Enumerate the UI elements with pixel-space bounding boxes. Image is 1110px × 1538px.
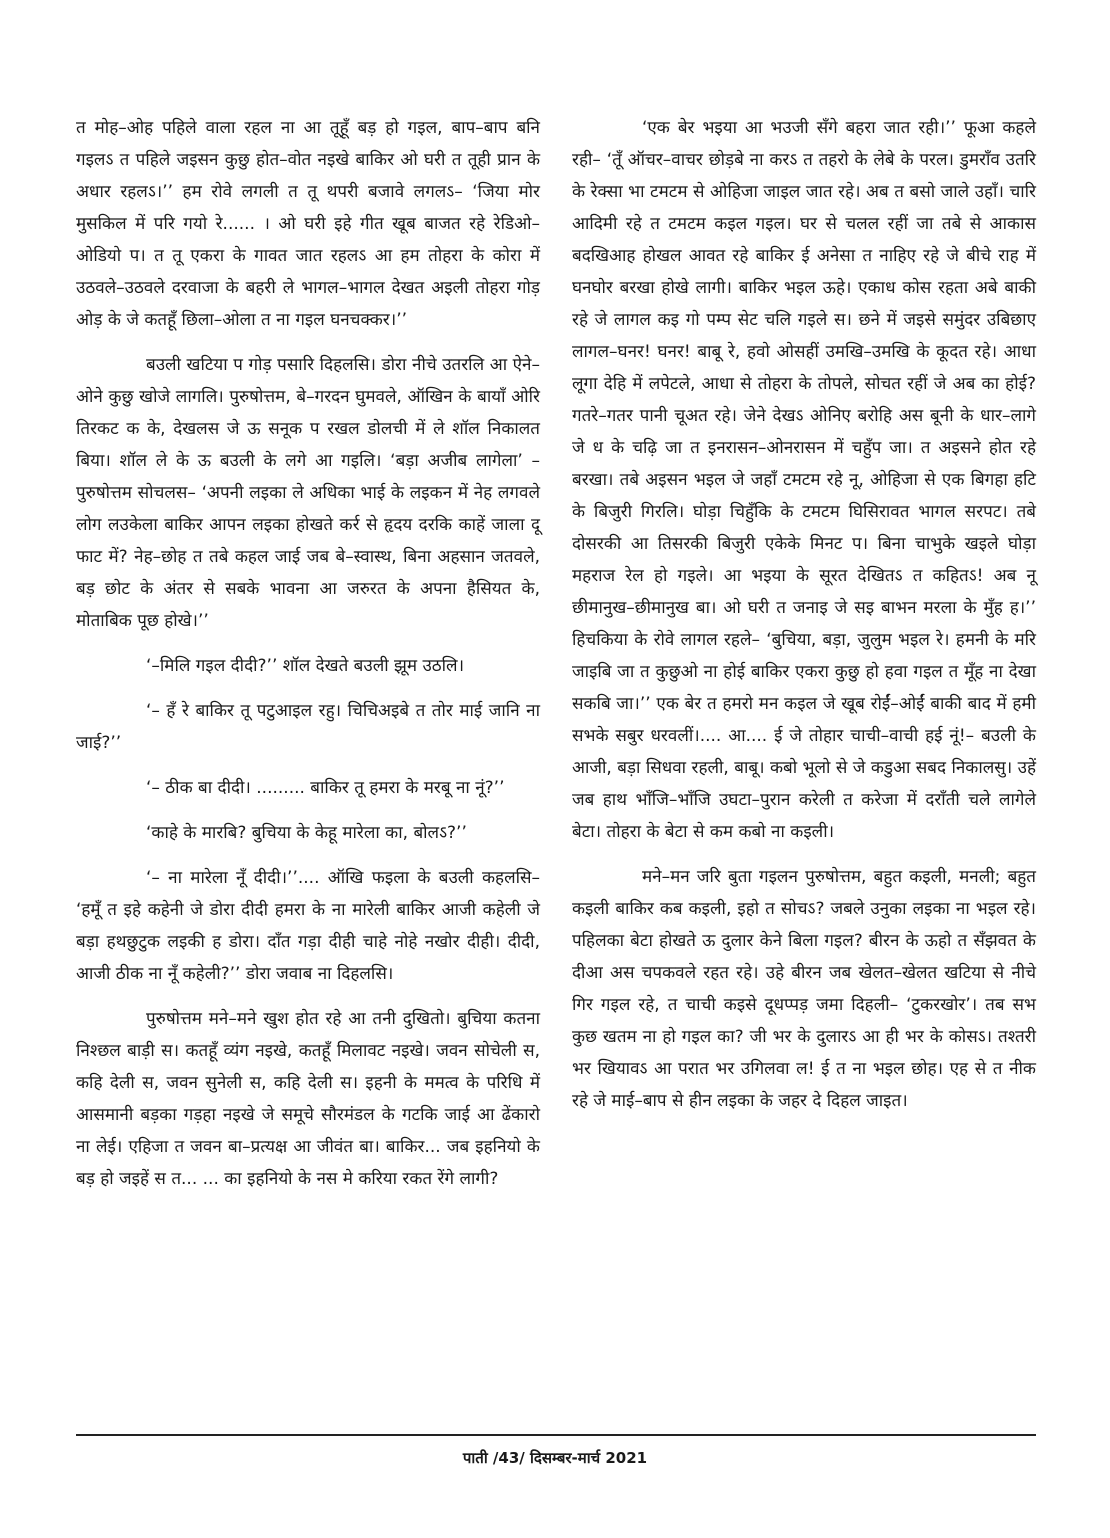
paragraph: ‘– ठीक बा दीदी। ......... बाकिर तू हमरा के मरबू ना नूं?’’ [146, 778, 505, 798]
footer-divider [76, 1434, 1036, 1436]
paragraph: ‘एक बेर भइया आ भउजी सँगे बहरा जात रही।’’ फूआ कहले रही– ‘तूँ ऑचर–वाचर छोड़बे ना करऽ त तहरो के लेबे के परल। डुमराँव उतरि के रेक्सा भा टमटम से ओहिजा जाइल जात रहे। अब त बसो जाले उहाँ। चारि आदिमी रहे त टमटम कइल गइल। घर से चलल रहीं जा तबे से आकास बदखिआह होखल आवत रहे बाकिर ई अनेसा त नाहिए रहे जे बीचे राह में घनघोर बरखा होखे लागी। बाकिर भइल ऊहे। एकाध कोस रहता अबे बाकी रहे जे लागल कइ गो पम्प सेट चलि गइले स। छने में जइसे समुंदर उबिछाए लागल–घनर! घनर! बाबू रे, हवो ओसहीं उमखि–उमखि के कूदत रहे। आधा लूगा देहि में लपेटले, आधा से तोहरा के तोपले, सोचत रहीं जे अब का होई? गतरे–गतर पानी चूअत रहे। जेने देखऽ ओनिए बरोहि अस बूनी के धार–लागे जे ध के चढ़ि जा त इनरासन–ओनरासन में चहुँप जा। त अइसने होत रहे बरखा। तबे अइसन भइल जे जहाँ टमटम रहे नू, ओहिजा से एक बिगहा हटि के बिजुरी गिरलि। घोड़ा चिहुँकि के टमटम घिसिरावत भागल सरपट। तबे दोसरकी आ तिसरकी बिजुरी एकेके मिनट प। बिना चाभुके खइले घोड़ा महराज रेल हो गइले। आ भइया के सूरत देखितऽ त कहितऽ! अब नू छीमानुख–छीमानुख बा। ओ घरी त जनाइ जे सइ बाभन मरला के मुँह ह।’’ हिचकिया के रोवे लागल रहले– ‘बुचिया, बड़ा, जुलुम भइल रे। हमनी के मरि जाइबि जा त कुछुओ ना होई बाकिर एकरा कुछु हो हवा गइल त मूँह ना देखा सकबि जा।’’ एक बेर त हमरो मन कइल जे खूब रोईं–ओईं बाकी बाद में हमी सभके सबुर धरवलीं।.... आ.... ई जे तोहार चाची–वाची हई नूं!– बउली के आजी, बड़ा सिधवा रहली, बाबू। कबो भूलो से जे कडुआ सबद निकालसु। उहें जब हाथ भाँजि–भाँजि उघटा–पुरान करेली त करेजा में दराँती चले लागेले बेटा। तोहरा के बेटा से कम कबो ना कइली। [572, 118, 1036, 842]
paragraph: ‘– हँ रे बाकिर तू पटुआइल रहु। चिचिअइबे त तोर माई जानि ना जाई?’’ [76, 701, 540, 753]
paragraph: ‘काहे के मारबि? बुचिया के केहू मारेला का, बोलऽ?’’ [146, 823, 467, 843]
paragraph: ‘– ना मारेला नूँ दीदी।’’.... ऑखि फइला के बउली कहलसि– ‘हमूँ त इहे कहेनी जे डोरा दीदी हमरा के ना मारेली बाकिर आजी कहेली जे बड़ा हथछुटुक लइकी ह डोरा। दाँत गड़ा दीही चाहे नोहे नखोर दीही। दीदी, आजी ठीक ना नूँ कहेली?’’ डोरा जवाब ना दिहलसि। [76, 868, 540, 984]
paragraph: बउली खटिया प गोड़ पसारि दिहलसि। डोरा नीचे उतरलि आ ऐने–ओने कुछु खोजे लागलि। पुरुषोत्तम, बे–गरदन घुमवले, ऑखिन के बायाँ ओरि तिरकट क के, देखलस जे ऊ सनूक प रखल डोलची में ले शॉल निकालत बिया। शॉल ले के ऊ बउली के लगे आ गइलि। ‘बड़ा अजीब लागेला’ – पुरुषोत्तम सोचलस– ‘अपनी लइका ले अधिका भाई के लइकन में नेह लगवले लोग लउकेला बाकिर आपन लइका होखते कर्र से हृदय दरकि काहें जाला दू फाट में? नेह–छोह त तबे कहल जाई जब बे–स्वास्थ, बिना अहसान जतवले, बड़ छोट के अंतर से सबके भावना आ जरुरत के अपना हैसियत के, मोताबिक पूछ होखे।’’ [76, 355, 540, 631]
page-footer: पाती /43/ दिसम्बर-मार्च 2021 [462, 1449, 648, 1467]
paragraph: ‘–मिलि गइल दीदी?’’ शॉल देखते बउली झूम उठलि। [146, 656, 465, 676]
paragraph: त मोह–ओह पहिले वाला रहल ना आ तूहूँ बड़ हो गइल, बाप–बाप बनि गइलऽ त पहिले जइसन कुछु होत–वोत नइखे बाकिर ओ घरी त तूही प्रान के अधार रहलऽ।’’ हम रोवे लगली त तू थपरी बजावे लगलऽ– ‘जिया मोर मुसकिल में परि गयो रे...... । ओ घरी इहे गीत खूब बाजत रहे रेडिओ–ओडियो प। त तू एकरा के गावत जात रहलऽ आ हम तोहरा के कोरा में उठवले–उठवले दरवाजा के बहरी ले भागल–भागल देखत अइली तोहरा गोड़ ओड़ के जे कतहूँ छिला–ओला त ना गइल घनचक्कर।’’ [76, 118, 540, 330]
left-column [76, 112, 540, 1208]
paragraph: मने–मन जरि बुता गइलन पुरुषोत्तम, बहुत कइली, मनली; बहुत कइली बाकिर कब कइली, इहो त सोचऽ? जबले उनुका लइका ना भइल रहे। पहिलका बेटा होखते ऊ दुलार केने बिला गइल? बीरन के ऊहो त सँझवत के दीआ अस चपकवले रहत रहे। उहे बीरन जब खेलत–खेलत खटिया से नीचे गिर गइल रहे, त चाची कइसे दूधप्पड़ जमा दिहली– ‘टुकरखोर’। तब सभ कुछ खतम ना हो गइल का? जी भर के दुलारऽ आ ही भर के कोसऽ। तश्तरी भर खियावऽ आ परात भर उगिलवा ल! ई त ना भइल छोह। एह से त नीक रहे जे माई–बाप से हीन लइका के जहर दे दिहल जाइत। [572, 867, 1036, 1111]
right-column [572, 112, 1036, 1130]
paragraph: पुरुषोत्तम मने–मने खुश होत रहे आ तनी दुखितो। बुचिया कतना निश्छल बाड़ी स। कतहूँ व्यंग नइखे, कतहूँ मिलावट नइखे। जवन सोचेली स, कहि देली स, जवन सुनेली स, कहि देली स। इहनी के ममत्व के परिधि में आसमानी बड़का गड़हा नइखे जे समूचे सौरमंडल के गटकि जाई आ ढेंकारो ना लेई। एहिजा त जवन बा–प्रत्यक्ष आ जीवंत बा। बाकिर... जब इहनियो के बड़ हो जइहें स त... ... का इहनियो के नस मे करिया रकत रेंगे लागी? [76, 1009, 540, 1189]
